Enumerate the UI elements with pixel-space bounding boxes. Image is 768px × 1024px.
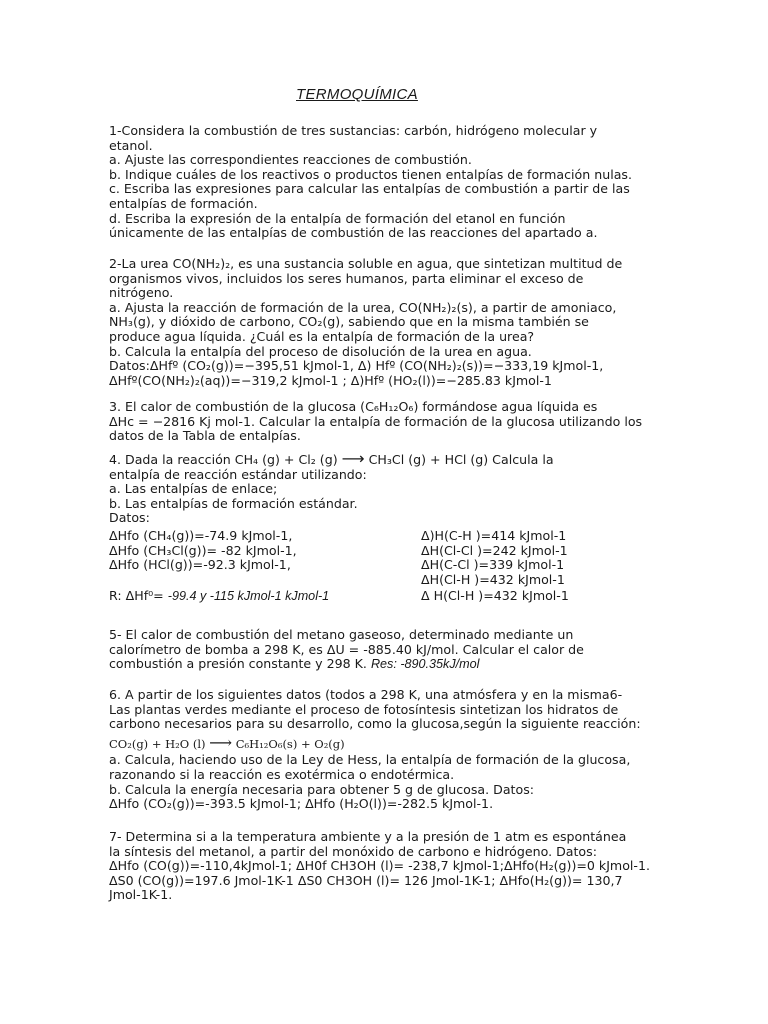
q7-line: ΔS0 (CO(g))=197.6 Jmol-1K-1 ΔS0 CH3OH (l)= 126 Jmol-1K-1; ΔHfo(H₂(g))= 130,7 [109, 872, 623, 888]
question-3 [109, 400, 649, 444]
q6-reaction-reactants: CO₂(g) + H₂O (l) [109, 736, 206, 751]
q1-line: a. Ajuste las correspondientes reacciones de combustión. [109, 152, 472, 168]
q1-line: d. Escriba la expresión de la entalpía de formación del etanol en función [109, 210, 566, 226]
q2-line: 2-La urea CO(NH₂)₂, es una sustancia soluble en agua, que sintetizan multitud de [109, 256, 623, 271]
q7-line: 7- Determina si a la temperatura ambiente y a la presión de 1 atm es espontánea [109, 829, 627, 844]
q2-line: ΔHfº(CO(NH₂)₂(aq))=−319,2 kJmol-1 ; Δ)Hfº (HO₂(l))=−285.83 kJmol-1 [109, 372, 552, 388]
q4-line: b. Las entalpías de formación estándar. [109, 495, 358, 511]
q4-data-left: ΔHfo (CH₄(g))=-74.9 kJmol-1, [109, 528, 293, 543]
question-6 [109, 688, 649, 812]
q4-data-right: ΔH(Cl-H )=432 kJmol-1 [421, 571, 565, 587]
q3-line: 3. El calor de combustión de la glucosa (C₆H₁₂O₆) formándose agua líquida es [109, 399, 598, 414]
q1-line: b. Indique cuáles de los reactivos o productos tienen entalpías de formación nulas. [109, 166, 632, 182]
q3-line: ΔHc = −2816 Kj mol-1. Calcular la entalpía de formación de la glucosa utilizando los [109, 413, 643, 429]
q7-line: Jmol-1K-1. [109, 887, 173, 903]
q4-answer-value: -99.4 y -115 kJmol-1 kJmol-1 [167, 589, 330, 603]
q2-line: Datos:ΔHfº (CO₂(g))=−395,51 kJmol-1, Δ) Hfº (CO(NH₂)₂(s))=−333,19 kJmol-1, [109, 358, 604, 374]
q4-data-right: Δ)H(C-H )=414 kJmol-1 [421, 528, 567, 543]
q6-reaction-products: C₆H₁₂O₆(s) + O₂(g) [235, 736, 345, 751]
question-5 [109, 628, 649, 672]
q4-data-left: ΔHfo (HCl(g))=-92.3 kJmol-1, [109, 557, 291, 573]
q2-line: b. Calcula la entalpía del proceso de disolución de la urea en agua. [109, 343, 532, 359]
question-4 [109, 449, 649, 526]
q6-line: ΔHfo (CO₂(g))=-393.5 kJmol-1; ΔHfo (H₂O(l))=-282.5 kJmol-1. [109, 796, 494, 812]
q4-data-formation [109, 529, 297, 573]
document-title: TERMOQUÍMICA [296, 86, 418, 103]
q2-line: organismos vivos, incluidos los seres humanos, parta eliminar el exceso de [109, 270, 584, 286]
q2-line: produce agua líquida. ¿Cuál es la entalpía de formación de la urea? [109, 328, 535, 344]
q4-data-left: ΔHfo (CH₃Cl(g))= -82 kJmol-1, [109, 542, 297, 558]
q6-line: 6. A partir de los siguientes datos (todos a 298 K, una atmósfera y en la misma6- [109, 687, 623, 702]
q2-line: NH₃(g), y dióxido de carbono, CO₂(g), sabiendo que en la misma también se [109, 314, 589, 330]
q6-line: razonando si la reacción es exotérmica o endotérmica. [109, 766, 455, 782]
q4-data-bonds-extra [421, 589, 569, 604]
q4-reaction-reactants: 4. Dada la reacción CH₄ (g) + Cl₂ (g) [109, 452, 338, 467]
q1-line: entalpías de formación. [109, 195, 258, 211]
q6-line: carbono necesarios para su desarrollo, como la glucosa,según la siguiente reacción: [109, 716, 641, 732]
question-1 [109, 124, 649, 241]
q3-line: datos de la Tabla de entalpías. [109, 428, 301, 444]
q5-answer: Res: -890.35kJ/mol [370, 657, 480, 672]
q6-line: b. Calcula la energía necesaria para obtener 5 g de glucosa. Datos: [109, 781, 534, 797]
q4-data-right: Δ H(Cl-H )=432 kJmol-1 [421, 588, 569, 603]
q2-line: a. Ajusta la reacción de formación de la urea, CO(NH₂)₂(s), a partir de amoniaco, [109, 299, 617, 315]
q5-line: calorímetro de bomba a 298 K, es ΔU = -885.40 kJ/mol. Calcular el calor de [109, 641, 584, 657]
q4-data-bonds [421, 529, 568, 587]
q5-line: combustión a presión constante y 298 K. [109, 656, 367, 672]
q4-answer-label: R: ΔHf⁰= [109, 588, 164, 603]
q4-data-right: ΔH(Cl-Cl )=242 kJmol-1 [421, 542, 568, 558]
q4-line: entalpía de reacción estándar utilizando: [109, 466, 367, 482]
q7-line: ΔHfo (CO(g))=-110,4kJmol-1; ΔH0f CH3OH (l)= -238,7 kJmol-1;ΔHfo(H₂(g))=0 kJmol-1. [109, 858, 650, 874]
q4-line: Datos: [109, 510, 150, 526]
q2-line: nitrógeno. [109, 285, 174, 301]
q4-first-line [109, 449, 649, 468]
q7-line: la síntesis del metanol, a partir del monóxido de carbono e hidrógeno. Datos: [109, 843, 597, 859]
q6-line: a. Calcula, haciendo uso de la Ley de Hess, la entalpía de formación de la glucosa, [109, 752, 631, 768]
q4-answer [109, 589, 329, 604]
q6-reaction [109, 732, 649, 752]
q1-line: 1-Considera la combustión de tres sustancias: carbón, hidrógeno molecular y [109, 123, 598, 138]
reaction-arrow-icon: ⟶ [209, 732, 233, 752]
reaction-arrow-icon: ⟶ [341, 449, 365, 468]
q4-data-right: ΔH(C-Cl )=339 kJmol-1 [421, 557, 565, 573]
q4-line: a. Las entalpías de enlace; [109, 481, 278, 497]
question-2 [109, 257, 649, 388]
q1-line: etanol. [109, 137, 153, 153]
question-7 [109, 830, 649, 903]
q1-line: c. Escriba las expresiones para calcular las entalpías de combustión a partir de las [109, 181, 630, 197]
q5-last-line [109, 657, 649, 672]
q6-line: Las plantas verdes mediante el proceso de fotosíntesis sintetizan los hidratos de [109, 701, 619, 717]
q4-reaction-products: CH₃Cl (g) + HCl (g) Calcula la [368, 452, 554, 467]
q1-line: únicamente de las entalpías de combustión de las reacciones del apartado a. [109, 225, 598, 241]
q5-line: 5- El calor de combustión del metano gaseoso, determinado mediante un [109, 627, 574, 642]
